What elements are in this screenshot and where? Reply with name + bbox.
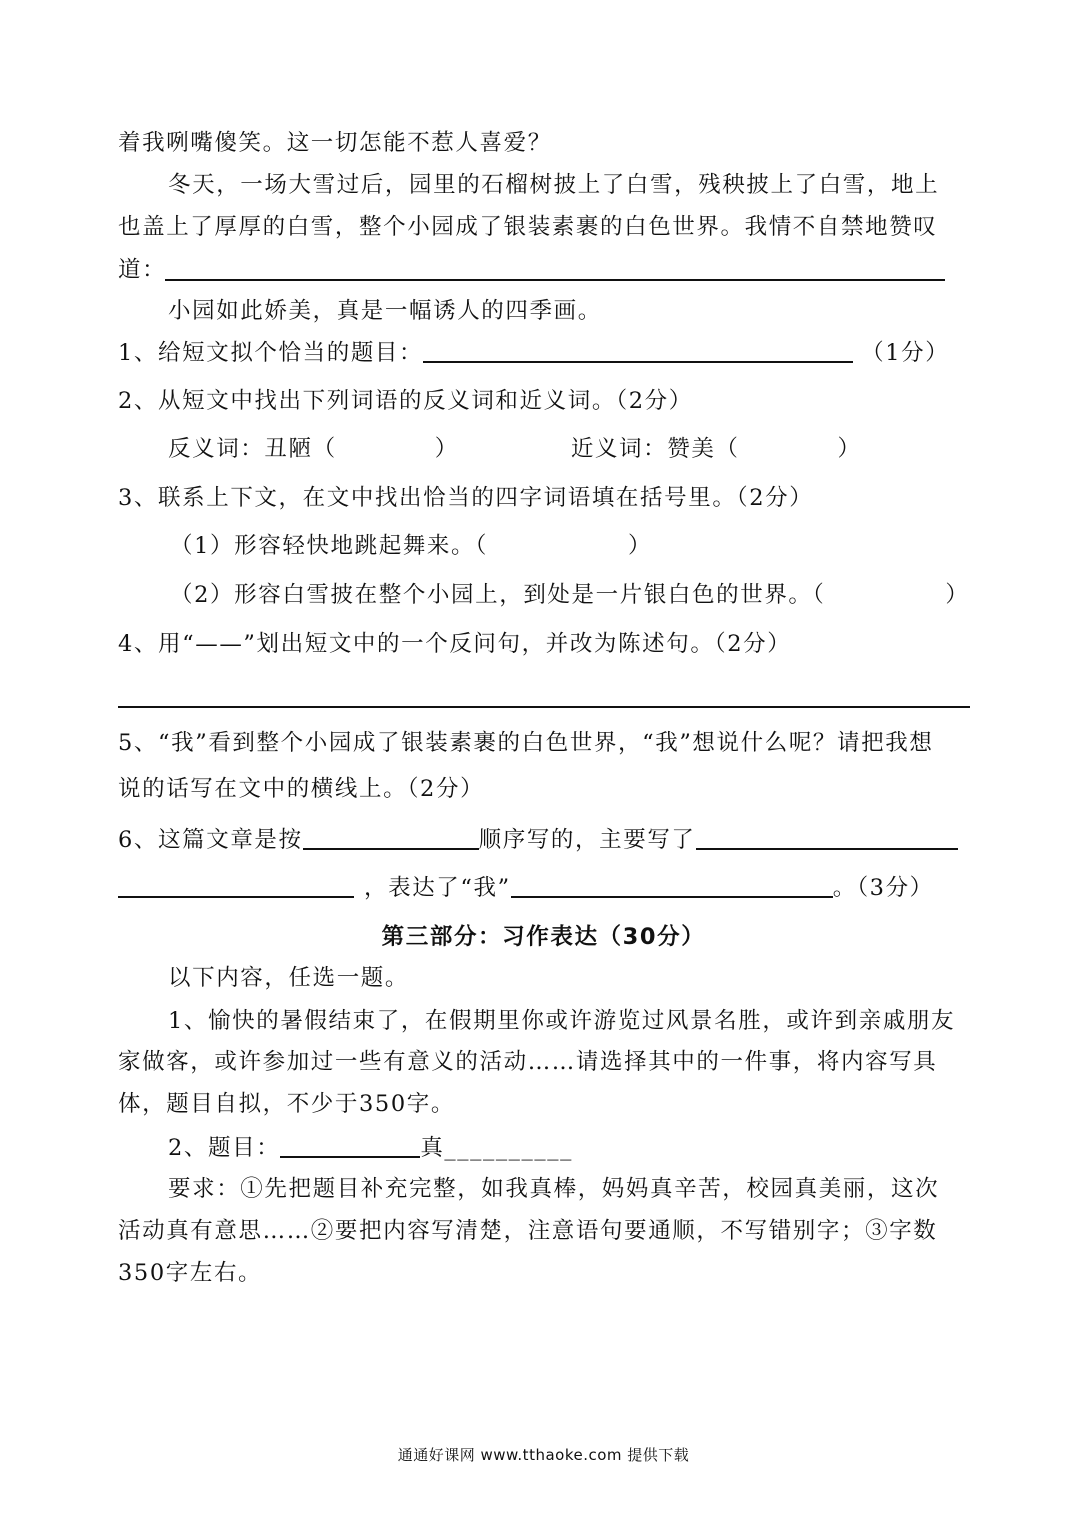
- requirements-line-1: 要求：①先把题目补充完整，如我真棒，妈妈真辛苦，校园真美丽，这次: [168, 1176, 940, 1202]
- requirements-line-3: 350字左右。: [118, 1260, 263, 1286]
- passage-line-5: 小园如此娇美，真是一幅诱人的四季画。: [168, 298, 602, 324]
- question-3-1-text: （1）形容轻快地跳起舞来。（: [170, 533, 488, 559]
- question-1-text: 1、给短文拟个恰当的题目：: [118, 340, 424, 366]
- question-5-line-1: 5、“我”看到整个小园成了银装素裹的白色世界，“我”想说什么呢？请把我想: [118, 730, 934, 756]
- question-6-text-c: ，表达了“我”: [364, 875, 511, 901]
- topic-2-suffix: 真__________: [420, 1135, 573, 1161]
- question-6-text-b: 顺序写的，主要写了: [478, 827, 696, 853]
- question-3: 3、联系上下文，在文中找出恰当的四字词语填在括号里。（2分）: [118, 485, 814, 511]
- answer-line-statement[interactable]: [118, 706, 970, 708]
- question-6-text-a: 6、这篇文章是按: [118, 827, 303, 853]
- answer-line-content[interactable]: [696, 824, 958, 850]
- question-3-1: [170, 531, 652, 561]
- topic-2: [168, 1132, 573, 1163]
- part-3-intro: 以下内容，任选一题。: [168, 965, 410, 991]
- passage-line-2: 冬天，一场大雪过后，园里的石榴树披上了白雪，残秧披上了白雪，地上: [168, 172, 940, 198]
- requirements-line-2: 活动真有意思……②要把内容写清楚，注意语句要通顺，不写错别字；③字数: [118, 1218, 938, 1244]
- topic-1-line-2: 家做客，或许参加过一些有意义的活动……请选择其中的一件事，将内容写具: [118, 1049, 938, 1075]
- question-4: 4、用“——”划出短文中的一个反问句，并改为陈述句。（2分）: [118, 631, 792, 657]
- question-3-2-close: ）: [945, 582, 970, 608]
- passage-line-1: 着我咧嘴傻笑。这一切怎能不惹人喜爱？: [118, 130, 552, 156]
- synonym-prompt: 近义词：赞美（: [570, 436, 740, 462]
- question-2-answers: [168, 434, 862, 464]
- question-2: 2、从短文中找出下列词语的反义词和近义词。（2分）: [118, 388, 693, 414]
- question-6-text-d: 。（3分）: [832, 875, 934, 901]
- question-3-2-text: （2）形容白雪披在整个小园上，到处是一片银白色的世界。（: [170, 582, 826, 608]
- question-3-1-close: ）: [627, 533, 653, 559]
- page-footer: 通通好课网 www.tthaoke.com 提供下载: [397, 1446, 690, 1464]
- answer-line-title[interactable]: [423, 337, 853, 363]
- question-3-2: [170, 580, 969, 610]
- passage-line-4-text: 道：: [118, 257, 167, 283]
- answer-line-content-cont[interactable]: [118, 872, 354, 898]
- answer-line-order[interactable]: [303, 824, 479, 850]
- question-5-line-2: 说的话写在文中的横线上。（2分）: [118, 776, 485, 802]
- synonym-close: ）: [837, 436, 862, 462]
- part-3-heading: 第三部分：习作表达（30分）: [381, 924, 706, 950]
- question-6-line-2: [118, 872, 934, 903]
- question-6-line-1: [118, 824, 958, 855]
- topic-2-label: 2、题目：: [168, 1135, 281, 1161]
- answer-line-feeling[interactable]: [511, 872, 833, 898]
- passage-line-4: [118, 255, 166, 285]
- topic-1-line-3: 体，题目自拟，不少于350字。: [118, 1091, 455, 1117]
- topic-1-line-1: 1、愉快的暑假结束了，在假期里你或许游览过风景名胜，或许到亲戚朋友: [168, 1008, 956, 1034]
- answer-line-exclaim[interactable]: [165, 279, 945, 281]
- answer-line-topic[interactable]: [280, 1132, 420, 1158]
- passage-line-3: 也盖上了厚厚的白雪，整个小园成了银装素裹的白色世界。我情不自禁地赞叹: [118, 214, 938, 240]
- antonym-close: ）: [434, 436, 459, 462]
- antonym-prompt: 反义词：丑陋（: [168, 436, 337, 462]
- question-1-score: （1分）: [861, 340, 950, 366]
- question-1: [118, 337, 949, 368]
